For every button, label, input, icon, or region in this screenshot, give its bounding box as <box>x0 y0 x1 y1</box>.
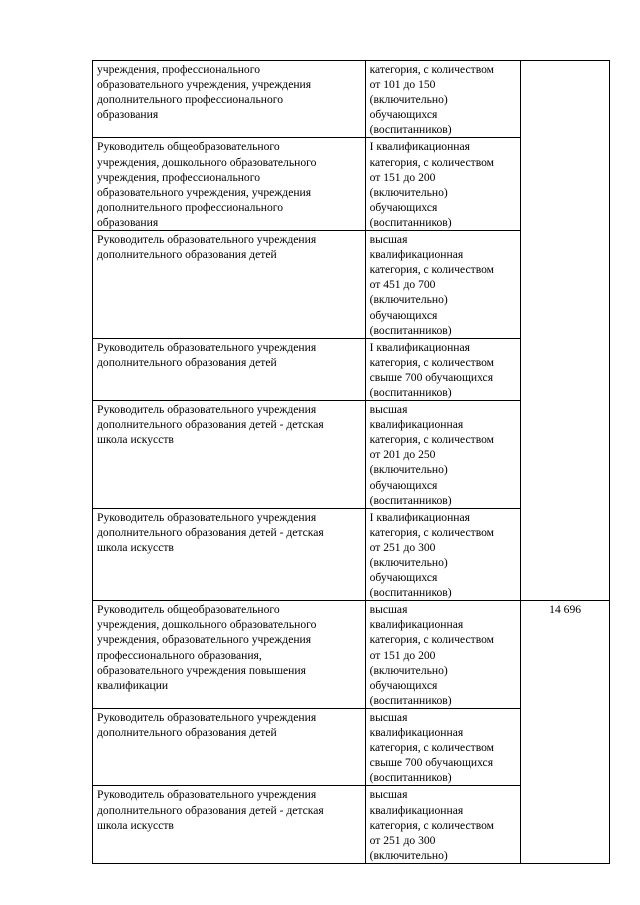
category-cell <box>365 231 521 339</box>
salary-cell <box>521 601 610 864</box>
position-text: Руководитель образовательного учреждения дополнительного образования детей <box>97 233 317 262</box>
category-cell <box>365 786 521 863</box>
position-cell <box>93 61 366 138</box>
position-text: Руководитель образовательного учреждения дополнительного образования детей - детская школа искусств <box>97 403 324 447</box>
position-cell <box>93 786 366 863</box>
salary-cell <box>521 61 610 601</box>
position-cell <box>93 708 366 785</box>
category-text: I квалификационная категория, с количеством свыше 700 обучающихся (воспитанников) <box>369 340 495 399</box>
category-text: I квалификационная категория, с количеством от 151 до 200 (включительно) обучающихся (воспитанников) <box>369 140 495 229</box>
position-cell <box>93 601 366 709</box>
position-cell <box>93 231 366 339</box>
category-text: высшая квалификационная категория, с количеством от 201 до 250 (включительно) обучающихся (воспитанников) <box>369 403 495 507</box>
salary-value: 14 696 <box>549 603 582 617</box>
category-cell <box>365 138 521 231</box>
table-row <box>93 61 610 138</box>
position-text: Руководитель образовательного учреждения дополнительного образования детей <box>97 710 317 740</box>
position-text: Руководитель образовательного учреждения дополнительного образования детей - детская школа искусств <box>97 510 324 554</box>
position-text: Руководитель общеобразовательного учреждения, дошкольного образовательного учреждения, образовательного учреждения профессионального образования, образовательного учреждения повышения квалификации <box>97 603 317 692</box>
category-text: высшая квалификационная категория, с количеством свыше 700 обучающихся (воспитанников) <box>369 710 495 785</box>
salary-table <box>92 60 610 864</box>
position-text: учреждения, профессионального образовательного учреждения, учреждения дополнительного профессионального образования <box>97 63 312 122</box>
category-cell <box>365 401 521 509</box>
category-text: I квалификационная категория, с количеством от 251 до 300 (включительно) обучающихся (воспитанников) <box>369 510 495 600</box>
category-text: высшая квалификационная категория, с количеством от 151 до 200 (включительно) обучающихся (воспитанников) <box>369 603 495 707</box>
table-row <box>93 601 610 709</box>
category-cell <box>365 61 521 138</box>
category-cell <box>365 708 521 785</box>
position-text: Руководитель образовательного учреждения дополнительного образования детей <box>97 340 317 369</box>
position-text: Руководитель общеобразовательного учреждения, дошкольного образовательного учреждения, профессионального образовательного учреждения, учреждения дополнительного профессионального образования <box>97 140 317 229</box>
position-cell <box>93 338 366 400</box>
category-text: высшая квалификационная категория, с количеством от 451 до 700 (включительно) обучающихся (воспитанников) <box>369 233 495 337</box>
category-cell <box>365 508 521 601</box>
position-cell <box>93 508 366 601</box>
category-text: категория, с количеством от 101 до 150 (включительно) обучающихся (воспитанников) <box>369 63 495 137</box>
position-cell <box>93 138 366 231</box>
category-cell <box>365 338 521 400</box>
position-text: Руководитель образовательного учреждения дополнительного образования детей - детская школа искусств <box>97 788 324 832</box>
position-cell <box>93 401 366 509</box>
category-cell <box>365 601 521 709</box>
category-text: высшая квалификационная категория, с количеством от 251 до 300 (включительно) <box>369 788 495 862</box>
